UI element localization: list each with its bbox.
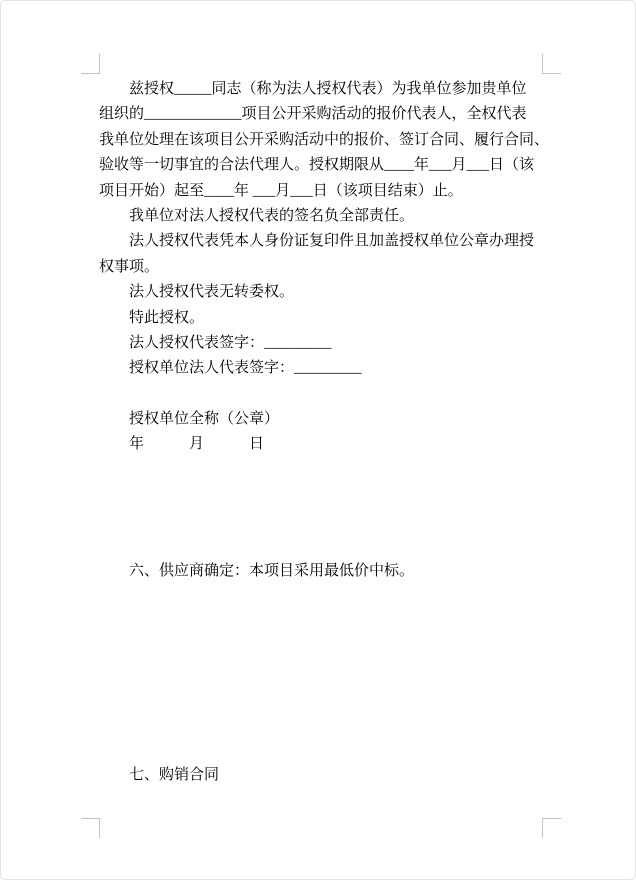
text-line: 组织的_____________项目公开采购活动的报价代表人，全权代表	[99, 106, 527, 123]
margin-crop-mark-top-left	[81, 54, 100, 74]
blank-line	[99, 737, 543, 762]
text-line: 我单位处理在该项目公开采购活动中的报价、签订合同、履行合同、	[99, 131, 550, 148]
blank-line	[99, 483, 543, 508]
text-line: 验收等一切事宜的合法代理人。授权期限从____年___月___日（该	[99, 157, 535, 174]
text-line: 年 月 日	[129, 436, 265, 453]
blank-line	[99, 686, 543, 711]
blank-line	[99, 509, 543, 534]
blank-line	[99, 661, 543, 686]
text-line: 七、购销合同	[129, 766, 220, 783]
margin-crop-mark-top-right	[542, 54, 561, 74]
margin-crop-mark-bottom-right	[542, 818, 561, 838]
text-line: 法人授权代表签字：_________	[129, 334, 332, 351]
document-text	[99, 77, 550, 788]
blank-line	[99, 585, 543, 610]
blank-line	[99, 534, 543, 559]
text-line: 特此授权。	[129, 309, 205, 326]
text-line: 项目开始）起至____年 ___月___日（该项目结束）止。	[99, 182, 463, 199]
text-line: 授权单位法人代表签字：_________	[129, 360, 362, 377]
blank-line	[99, 382, 543, 407]
blank-line	[99, 610, 543, 635]
text-line: 法人授权代表凭本人身份证复印件且加盖授权单位公章办理授	[129, 233, 535, 250]
text-line: 兹授权_____同志（称为法人授权代表）为我单位参加贵单位	[129, 81, 527, 97]
text-line: 法人授权代表无转委权。	[129, 284, 295, 301]
margin-crop-mark-bottom-left	[81, 818, 100, 838]
blank-line	[99, 712, 543, 737]
text-line: 我单位对法人授权代表的签名负全部责任。	[129, 207, 415, 224]
blank-line	[99, 636, 543, 661]
blank-line	[99, 458, 543, 483]
text-line: 六、供应商确定：本项目采用最低价中标。	[129, 563, 415, 580]
text-line: 权事项。	[99, 258, 160, 275]
text-line: 授权单位全称（公章）	[129, 411, 280, 428]
